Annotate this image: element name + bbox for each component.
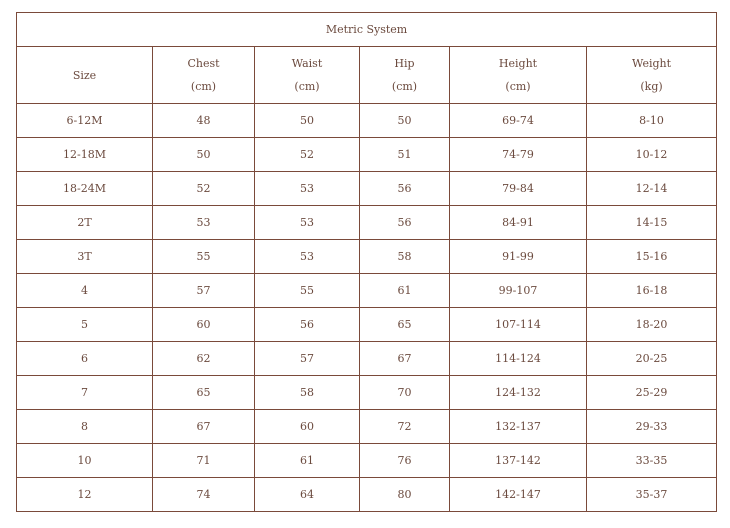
header-label: Chest <box>187 57 220 70</box>
cell-size: 8 <box>17 410 153 444</box>
cell-chest: 52 <box>153 172 255 206</box>
header-hip <box>360 47 450 104</box>
cell-height: 91-99 <box>450 240 587 274</box>
cell-size: 6-12M <box>17 104 153 138</box>
cell-waist: 53 <box>255 240 360 274</box>
table-row <box>17 308 717 342</box>
cell-size: 3T <box>17 240 153 274</box>
header-unit: (kg) <box>640 80 663 93</box>
cell-height: 84-91 <box>450 206 587 240</box>
cell-height: 124-132 <box>450 376 587 410</box>
cell-weight: 12-14 <box>587 172 717 206</box>
header-unit: (cm) <box>505 80 531 93</box>
cell-weight: 18-20 <box>587 308 717 342</box>
cell-chest: 74 <box>153 478 255 512</box>
cell-hip: 70 <box>360 376 450 410</box>
cell-chest: 65 <box>153 376 255 410</box>
cell-weight: 20-25 <box>587 342 717 376</box>
table-row <box>17 410 717 444</box>
cell-size: 5 <box>17 308 153 342</box>
header-label: Size <box>72 68 97 82</box>
header-waist <box>255 47 360 104</box>
cell-hip: 80 <box>360 478 450 512</box>
header-label: Waist <box>291 57 323 70</box>
table-row <box>17 138 717 172</box>
cell-waist: 60 <box>255 410 360 444</box>
cell-waist: 53 <box>255 206 360 240</box>
table-title-row <box>17 13 717 47</box>
cell-weight: 15-16 <box>587 240 717 274</box>
cell-size: 18-24M <box>17 172 153 206</box>
table-body <box>17 104 717 512</box>
cell-height: 79-84 <box>450 172 587 206</box>
cell-weight: 8-10 <box>587 104 717 138</box>
table-row <box>17 444 717 478</box>
table-title: Metric System <box>17 13 717 47</box>
table-row <box>17 104 717 138</box>
cell-hip: 51 <box>360 138 450 172</box>
cell-hip: 72 <box>360 410 450 444</box>
header-unit: (cm) <box>294 80 320 93</box>
cell-chest: 71 <box>153 444 255 478</box>
table-row <box>17 172 717 206</box>
cell-size: 10 <box>17 444 153 478</box>
cell-height: 132-137 <box>450 410 587 444</box>
cell-chest: 55 <box>153 240 255 274</box>
cell-weight: 10-12 <box>587 138 717 172</box>
header-label: Weight <box>632 57 672 70</box>
cell-size: 12-18M <box>17 138 153 172</box>
cell-hip: 67 <box>360 342 450 376</box>
cell-hip: 50 <box>360 104 450 138</box>
cell-chest: 62 <box>153 342 255 376</box>
header-label: Height <box>498 57 538 70</box>
size-chart-table <box>16 12 717 512</box>
header-unit: (cm) <box>391 80 418 93</box>
cell-height: 142-147 <box>450 478 587 512</box>
cell-size: 12 <box>17 478 153 512</box>
cell-hip: 65 <box>360 308 450 342</box>
cell-height: 137-142 <box>450 444 587 478</box>
cell-waist: 57 <box>255 342 360 376</box>
header-chest <box>153 47 255 104</box>
header-height <box>450 47 587 104</box>
cell-height: 107-114 <box>450 308 587 342</box>
table-row <box>17 206 717 240</box>
cell-size: 6 <box>17 342 153 376</box>
cell-waist: 61 <box>255 444 360 478</box>
cell-height: 69-74 <box>450 104 587 138</box>
cell-waist: 52 <box>255 138 360 172</box>
cell-waist: 56 <box>255 308 360 342</box>
cell-weight: 33-35 <box>587 444 717 478</box>
cell-size: 2T <box>17 206 153 240</box>
cell-waist: 53 <box>255 172 360 206</box>
cell-hip: 58 <box>360 240 450 274</box>
cell-height: 114-124 <box>450 342 587 376</box>
header-label: Hip <box>394 57 415 70</box>
header-size <box>17 47 153 104</box>
cell-hip: 61 <box>360 274 450 308</box>
cell-weight: 14-15 <box>587 206 717 240</box>
cell-height: 99-107 <box>450 274 587 308</box>
cell-waist: 55 <box>255 274 360 308</box>
table-row <box>17 342 717 376</box>
header-unit: (cm) <box>190 80 217 93</box>
cell-size: 4 <box>17 274 153 308</box>
cell-chest: 57 <box>153 274 255 308</box>
table-row <box>17 274 717 308</box>
cell-waist: 50 <box>255 104 360 138</box>
cell-waist: 58 <box>255 376 360 410</box>
table-row <box>17 240 717 274</box>
cell-weight: 16-18 <box>587 274 717 308</box>
table-row <box>17 478 717 512</box>
cell-size: 7 <box>17 376 153 410</box>
cell-chest: 60 <box>153 308 255 342</box>
cell-chest: 48 <box>153 104 255 138</box>
table-row <box>17 376 717 410</box>
cell-hip: 56 <box>360 172 450 206</box>
cell-chest: 67 <box>153 410 255 444</box>
cell-hip: 56 <box>360 206 450 240</box>
cell-weight: 29-33 <box>587 410 717 444</box>
cell-hip: 76 <box>360 444 450 478</box>
cell-weight: 35-37 <box>587 478 717 512</box>
table-header-row <box>17 47 717 104</box>
cell-weight: 25-29 <box>587 376 717 410</box>
header-weight <box>587 47 717 104</box>
cell-height: 74-79 <box>450 138 587 172</box>
cell-chest: 50 <box>153 138 255 172</box>
cell-waist: 64 <box>255 478 360 512</box>
cell-chest: 53 <box>153 206 255 240</box>
